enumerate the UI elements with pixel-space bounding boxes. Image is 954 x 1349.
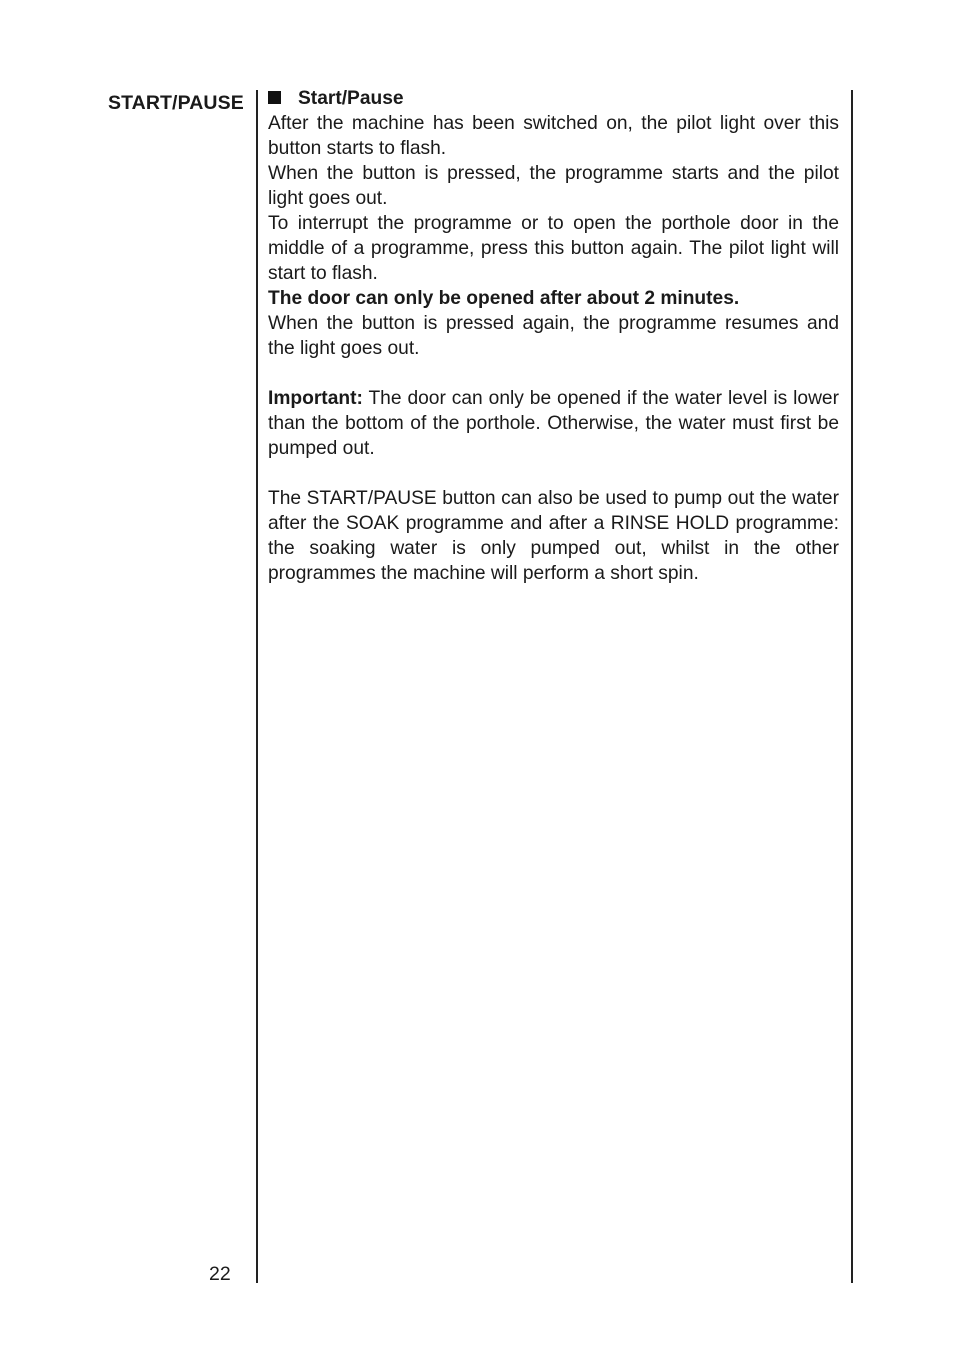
page-number: 22 <box>209 1263 231 1285</box>
paragraph-resume: When the button is pressed again, the programme resumes and the light goes out. <box>268 313 839 359</box>
door-delay-note: The door can only be opened after about 2 minutes. <box>268 288 740 309</box>
left-column-rule <box>256 90 258 1283</box>
spacer <box>268 461 839 486</box>
section-title <box>268 86 839 111</box>
square-bullet-icon <box>268 91 281 104</box>
right-column-rule <box>851 90 853 1283</box>
important-label: Important: <box>268 388 363 409</box>
important-text: The door can only be opened if the water level is lower than the bottom of the porthole. Otherwise, the water must first be pumped out. <box>268 388 839 459</box>
spacer <box>268 361 839 386</box>
main-content <box>268 86 839 586</box>
paragraph-interrupt: To interrupt the programme or to open the porthole door in the middle of a programme, press this button again. The pilot light will start to flash. <box>268 213 839 284</box>
important-paragraph <box>268 386 839 461</box>
section-title-text: Start/Pause <box>298 88 404 109</box>
paragraph-pump-out: The START/PAUSE button can also be used to pump out the water after the SOAK programme and after a RINSE HOLD programme: the soaking water is only pumped out, whilst in the other programmes the machine will perform a short spin. <box>268 488 839 584</box>
side-heading: START/PAUSE <box>108 92 244 114</box>
paragraph-pilot-light: After the machine has been switched on, the pilot light over this button starts to flash. <box>268 113 839 159</box>
paragraph-button-pressed: When the button is pressed, the programme starts and the pilot light goes out. <box>268 163 839 209</box>
